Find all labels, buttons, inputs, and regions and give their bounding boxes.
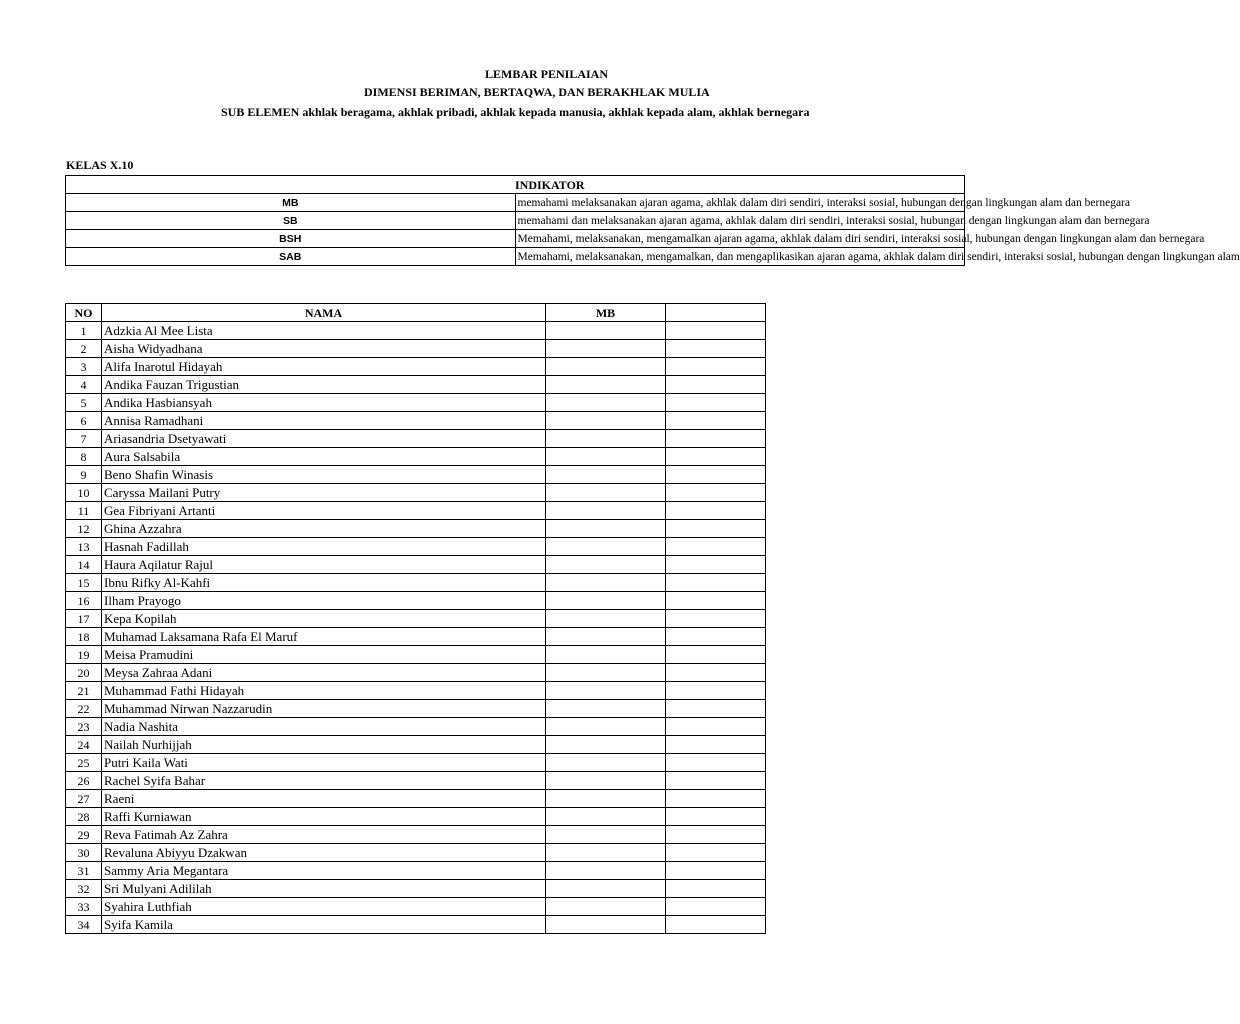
student-name: Putri Kaila Wati (102, 754, 546, 772)
student-name: Haura Aqilatur Rajul (102, 556, 546, 574)
mb-score-cell[interactable] (546, 664, 666, 682)
table-row (66, 610, 766, 628)
table-row (66, 718, 766, 736)
next-score-cell[interactable] (666, 754, 766, 772)
mb-score-cell[interactable] (546, 358, 666, 376)
table-row (66, 808, 766, 826)
table-row (66, 916, 766, 934)
next-score-cell[interactable] (666, 646, 766, 664)
row-number: 33 (66, 898, 102, 916)
mb-score-cell[interactable] (546, 430, 666, 448)
table-row (66, 358, 766, 376)
table-row (66, 898, 766, 916)
row-number: 30 (66, 844, 102, 862)
indicator-header-row (66, 176, 965, 194)
mb-score-cell[interactable] (546, 412, 666, 430)
row-number: 15 (66, 574, 102, 592)
next-score-cell[interactable] (666, 538, 766, 556)
student-name: Syifa Kamila (102, 916, 546, 934)
table-row (66, 520, 766, 538)
next-score-cell[interactable] (666, 718, 766, 736)
row-number: 9 (66, 466, 102, 484)
mb-score-cell[interactable] (546, 322, 666, 340)
student-name: Syahira Luthfiah (102, 898, 546, 916)
next-score-cell[interactable] (666, 808, 766, 826)
student-name: Ariasandria Dsetyawati (102, 430, 546, 448)
indicator-table (65, 175, 1240, 266)
row-number: 12 (66, 520, 102, 538)
mb-score-cell[interactable] (546, 484, 666, 502)
mb-score-cell[interactable] (546, 808, 666, 826)
student-name: Sri Mulyani Adililah (102, 880, 546, 898)
table-row (66, 772, 766, 790)
mb-score-cell[interactable] (546, 502, 666, 520)
student-name: Ghina Azzahra (102, 520, 546, 538)
student-table-viewport (65, 303, 666, 943)
student-name: Meysa Zahraa Adani (102, 664, 546, 682)
sub-element-title: SUB ELEMEN akhlak beragama, akhlak pribadi, akhlak kepada manusia, akhlak kepada alam, akhlak bernegara (221, 105, 810, 119)
student-name: Gea Fibriyani Artanti (102, 502, 546, 520)
mb-score-cell[interactable] (546, 826, 666, 844)
table-row (66, 412, 766, 430)
next-score-cell[interactable] (666, 430, 766, 448)
table-row (66, 628, 766, 646)
table-row (66, 538, 766, 556)
next-score-cell[interactable] (666, 664, 766, 682)
mb-score-cell[interactable] (546, 628, 666, 646)
mb-score-cell[interactable] (546, 592, 666, 610)
row-number: 4 (66, 376, 102, 394)
student-name: Nailah Nurhijjah (102, 736, 546, 754)
mb-score-cell[interactable] (546, 772, 666, 790)
table-row (66, 322, 766, 340)
next-score-cell[interactable] (666, 448, 766, 466)
row-number: 22 (66, 700, 102, 718)
dimension-title: DIMENSI BERIMAN, BERTAQWA, DAN BERAKHLAK MULIA (364, 85, 710, 99)
mb-score-cell[interactable] (546, 844, 666, 862)
student-name: Meisa Pramudini (102, 646, 546, 664)
next-score-cell[interactable] (666, 736, 766, 754)
table-row (66, 736, 766, 754)
table-row (66, 340, 766, 358)
indicator-code: BSH (66, 230, 516, 248)
table-row (66, 502, 766, 520)
row-number: 17 (66, 610, 102, 628)
mb-score-cell[interactable] (546, 538, 666, 556)
student-header-row (66, 304, 766, 322)
indicator-header: INDIKATOR (66, 176, 965, 194)
indicator-row (66, 248, 965, 266)
student-name: Caryssa Mailani Putry (102, 484, 546, 502)
row-number: 6 (66, 412, 102, 430)
table-row (66, 826, 766, 844)
student-name: Muhammad Nirwan Nazzarudin (102, 700, 546, 718)
next-score-cell[interactable] (666, 826, 766, 844)
next-score-cell[interactable] (666, 790, 766, 808)
row-number: 20 (66, 664, 102, 682)
row-number: 13 (66, 538, 102, 556)
next-score-cell[interactable] (666, 376, 766, 394)
next-score-cell[interactable] (666, 610, 766, 628)
next-score-cell[interactable] (666, 484, 766, 502)
mb-score-cell[interactable] (546, 682, 666, 700)
table-row (66, 574, 766, 592)
row-number: 29 (66, 826, 102, 844)
next-score-cell[interactable] (666, 880, 766, 898)
student-name: Raffi Kurniawan (102, 808, 546, 826)
student-name: Kepa Kopilah (102, 610, 546, 628)
table-row (66, 376, 766, 394)
table-row (66, 682, 766, 700)
student-name: Hasnah Fadillah (102, 538, 546, 556)
table-row (66, 880, 766, 898)
next-score-cell[interactable] (666, 412, 766, 430)
table-row (66, 862, 766, 880)
next-score-cell[interactable] (666, 556, 766, 574)
table-row (66, 754, 766, 772)
header-nama: NAMA (102, 304, 546, 322)
next-score-cell[interactable] (666, 502, 766, 520)
mb-score-cell[interactable] (546, 862, 666, 880)
indicator-code: MB (66, 194, 516, 212)
row-number: 3 (66, 358, 102, 376)
mb-score-cell[interactable] (546, 646, 666, 664)
student-name: Adzkia Al Mee Lista (102, 322, 546, 340)
header-no: NO (66, 304, 102, 322)
indicator-table-viewport (65, 175, 1240, 267)
next-score-cell[interactable] (666, 592, 766, 610)
table-row (66, 466, 766, 484)
table-row (66, 700, 766, 718)
indicator-text: memahami melaksanakan ajaran agama, akhlak dalam diri sendiri, interaksi sosial, hubungan dengan lingkungan alam dan bernegara (515, 194, 965, 212)
next-score-cell[interactable] (666, 628, 766, 646)
indicator-text: memahami dan melaksanakan ajaran agama, akhlak dalam diri sendiri, interaksi sosial, hubungan dengan lingkungan alam dan bernegara (515, 212, 965, 230)
indicator-row (66, 212, 965, 230)
row-number: 21 (66, 682, 102, 700)
row-number: 26 (66, 772, 102, 790)
row-number: 5 (66, 394, 102, 412)
row-number: 24 (66, 736, 102, 754)
row-number: 23 (66, 718, 102, 736)
next-score-cell[interactable] (666, 700, 766, 718)
table-row (66, 664, 766, 682)
row-number: 14 (66, 556, 102, 574)
mb-score-cell[interactable] (546, 718, 666, 736)
next-score-cell[interactable] (666, 394, 766, 412)
row-number: 32 (66, 880, 102, 898)
next-score-cell[interactable] (666, 772, 766, 790)
table-row (66, 844, 766, 862)
mb-score-cell[interactable] (546, 556, 666, 574)
mb-score-cell[interactable] (546, 736, 666, 754)
next-score-cell[interactable] (666, 898, 766, 916)
student-table (65, 303, 766, 934)
next-score-cell[interactable] (666, 682, 766, 700)
indicator-row (66, 194, 965, 212)
mb-score-cell[interactable] (546, 466, 666, 484)
mb-score-cell[interactable] (546, 700, 666, 718)
indicator-row (66, 230, 965, 248)
mb-score-cell[interactable] (546, 754, 666, 772)
next-score-cell[interactable] (666, 574, 766, 592)
row-number: 2 (66, 340, 102, 358)
indicator-code: SAB (66, 248, 516, 266)
mb-score-cell[interactable] (546, 916, 666, 934)
row-number: 18 (66, 628, 102, 646)
header-mb: MB (546, 304, 666, 322)
indicator-code: SB (66, 212, 516, 230)
student-name: Revaluna Abiyyu Dzakwan (102, 844, 546, 862)
row-number: 1 (66, 322, 102, 340)
mb-score-cell[interactable] (546, 790, 666, 808)
student-name: Ilham Prayogo (102, 592, 546, 610)
next-score-cell[interactable] (666, 340, 766, 358)
next-score-cell[interactable] (666, 358, 766, 376)
mb-score-cell[interactable] (546, 376, 666, 394)
student-name: Rachel Syifa Bahar (102, 772, 546, 790)
student-name: Ibnu Rifky Al-Kahfi (102, 574, 546, 592)
next-score-cell[interactable] (666, 916, 766, 934)
mb-score-cell[interactable] (546, 520, 666, 538)
student-name: Annisa Ramadhani (102, 412, 546, 430)
student-name: Aura Salsabila (102, 448, 546, 466)
mb-score-cell[interactable] (546, 340, 666, 358)
row-number: 7 (66, 430, 102, 448)
class-label: KELAS X.10 (66, 158, 134, 172)
student-name: Sammy Aria Megantara (102, 862, 546, 880)
row-number: 10 (66, 484, 102, 502)
row-number: 34 (66, 916, 102, 934)
table-row (66, 448, 766, 466)
next-score-cell[interactable] (666, 322, 766, 340)
table-row (66, 556, 766, 574)
student-name: Muhammad Fathi Hidayah (102, 682, 546, 700)
student-name: Nadia Nashita (102, 718, 546, 736)
mb-score-cell[interactable] (546, 880, 666, 898)
row-number: 8 (66, 448, 102, 466)
row-number: 19 (66, 646, 102, 664)
table-row (66, 394, 766, 412)
indicator-text: Memahami, melaksanakan, mengamalkan ajaran agama, akhlak dalam diri sendiri, interaksi sosial, hubungan dengan lingkungan alam dan bernegara (515, 230, 965, 248)
mb-score-cell[interactable] (546, 610, 666, 628)
student-name: Raeni (102, 790, 546, 808)
row-number: 27 (66, 790, 102, 808)
next-score-cell[interactable] (666, 520, 766, 538)
next-score-cell[interactable] (666, 862, 766, 880)
mb-score-cell[interactable] (546, 574, 666, 592)
student-name: Beno Shafin Winasis (102, 466, 546, 484)
next-score-cell[interactable] (666, 844, 766, 862)
indicator-text: Memahami, melaksanakan, mengamalkan, dan mengaplikasikan ajaran agama, akhlak dalam diri sendiri, interaksi sosial, hubungan dengan lingkungan alam (515, 248, 965, 266)
next-score-cell[interactable] (666, 466, 766, 484)
mb-score-cell[interactable] (546, 394, 666, 412)
student-name: Aisha Widyadhana (102, 340, 546, 358)
mb-score-cell[interactable] (546, 898, 666, 916)
row-number: 31 (66, 862, 102, 880)
header-extra (666, 304, 766, 322)
row-number: 28 (66, 808, 102, 826)
student-name: Andika Fauzan Trigustian (102, 376, 546, 394)
table-row (66, 790, 766, 808)
student-name: Muhamad Laksamana Rafa El Maruf (102, 628, 546, 646)
table-row (66, 430, 766, 448)
mb-score-cell[interactable] (546, 448, 666, 466)
student-name: Alifa Inarotul Hidayah (102, 358, 546, 376)
row-number: 16 (66, 592, 102, 610)
student-name: Reva Fatimah Az Zahra (102, 826, 546, 844)
table-row (66, 646, 766, 664)
table-row (66, 592, 766, 610)
document-title: LEMBAR PENILAIAN (485, 67, 609, 81)
row-number: 11 (66, 502, 102, 520)
row-number: 25 (66, 754, 102, 772)
student-name: Andika Hasbiansyah (102, 394, 546, 412)
table-row (66, 484, 766, 502)
